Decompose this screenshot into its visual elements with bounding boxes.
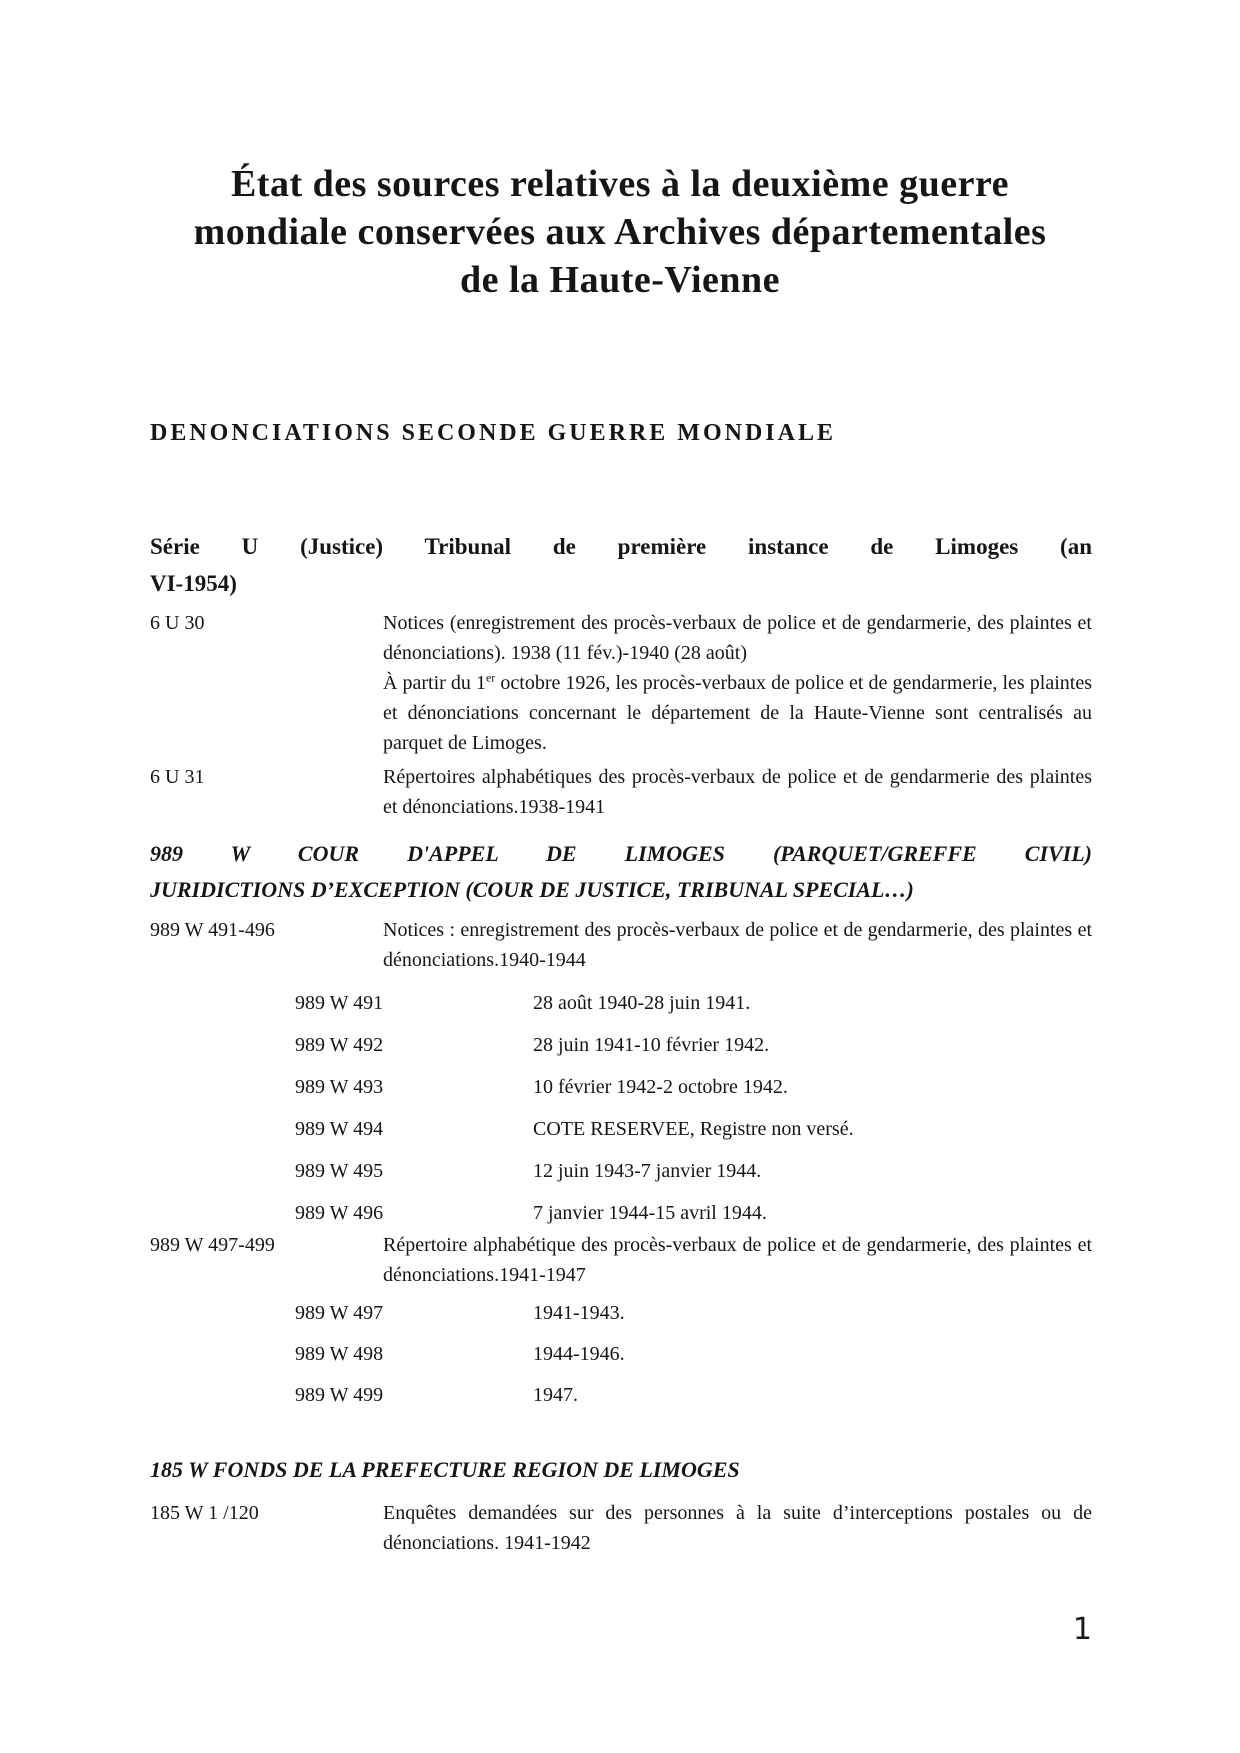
entry-description: Répertoires alphabétiques des procès-verbaux de police et de gendarmerie des plaintes et dénonciations.1938-1941	[383, 766, 1092, 818]
sub-entry-code: 989 W 497	[295, 1302, 384, 1324]
entry-989w-491-496	[150, 915, 1092, 975]
sub-entry-row	[295, 1198, 1092, 1228]
sub-entry-code: 989 W 498	[295, 1343, 384, 1365]
sub-entry-code: 989 W 495	[295, 1160, 384, 1182]
sub-entry-row	[295, 1072, 1092, 1102]
sub-entry-dates: 1944-1946.	[533, 1343, 625, 1365]
entry-description: Notices : enregistrement des procès-verbaux de police et de gendarmerie, des plaintes et dénonciations.1940-1944	[383, 919, 1092, 971]
entry-6u31	[150, 762, 1092, 822]
heading-989w-line-1: 989 W COUR D'APPEL DE LIMOGES (PARQUET/GREFFE CIVIL)	[150, 841, 1092, 866]
document-title-line-1: État des sources relatives à la deuxième guerre	[230, 163, 1010, 205]
sub-entry-row	[295, 988, 1092, 1018]
entry-description	[383, 608, 1092, 758]
sub-entry-code: 989 W 492	[295, 1034, 384, 1056]
heading-185w: 185 W FONDS DE LA PREFECTURE REGION DE LIMOGES	[150, 1457, 740, 1482]
sub-entry-list-notices	[295, 988, 1092, 1240]
entry-185w-1-120	[150, 1498, 1092, 1558]
sub-entry-code: 989 W 496	[295, 1202, 384, 1224]
entry-989w-497-499	[150, 1230, 1092, 1290]
sub-entry-dates: 7 janvier 1944-15 avril 1944.	[533, 1202, 767, 1224]
para-2-text-continued: octobre 1926, les procès-verbaux de police et de gendarmerie, les plaintes et dénonciations concernant le département de la Haute-Vienne sont centralisés au parquet de Limoges.	[383, 672, 1092, 754]
heading-serie-u-line-1: Série U (Justice) Tribunal de première instance de Limoges (an	[150, 534, 1092, 559]
entry-6u30	[150, 608, 1092, 758]
entry-description: Répertoire alphabétique des procès-verbaux de police et de gendarmerie, des plaintes et dénonciations.1941-1947	[383, 1234, 1092, 1286]
sub-entry-dates: 1941-1943.	[533, 1302, 625, 1324]
entry-code: 6 U 30	[150, 612, 205, 634]
sub-entry-dates: 1947.	[533, 1384, 578, 1406]
entry-description: Enquêtes demandées sur des personnes à la suite d’interceptions postales ou de dénonciations. 1941-1942	[383, 1502, 1092, 1554]
sub-entry-row	[295, 1114, 1092, 1144]
sub-entry-code: 989 W 491	[295, 992, 384, 1014]
sub-entry-dates: COTE RESERVEE, Registre non versé.	[533, 1118, 854, 1140]
sub-entry-code: 989 W 493	[295, 1076, 384, 1098]
document-title-line-2: mondiale conservées aux Archives départementales	[193, 211, 1047, 253]
sub-entry-row	[295, 1339, 1092, 1369]
para-2-text: À partir du 1	[383, 672, 486, 694]
sub-entry-list-repertoire	[295, 1298, 1092, 1421]
heading-989w-line-2: JURIDICTIONS D’EXCEPTION (COUR DE JUSTICE, TRIBUNAL SPECIAL…)	[150, 877, 914, 902]
sub-entry-dates: 28 août 1940-28 juin 1941.	[533, 992, 751, 1014]
sub-entry-row	[295, 1298, 1092, 1328]
sub-entry-code: 989 W 494	[295, 1118, 384, 1140]
entry-description-para-2	[383, 668, 1092, 758]
entry-code: 989 W 491-496	[150, 919, 275, 941]
heading-serie-u-line-2: VI-1954)	[150, 571, 237, 596]
entry-code: 185 W 1 /120	[150, 1502, 259, 1524]
document-title-line-3: de la Haute-Vienne	[459, 259, 780, 301]
ordinal-superscript: er	[485, 670, 496, 685]
document-title	[0, 160, 1240, 304]
sub-entry-row	[295, 1380, 1092, 1410]
heading-989w	[150, 836, 1092, 908]
entry-description-para-1: Notices (enregistrement des procès-verbaux de police et de gendarmerie, des plaintes et dénonciations). 1938 (11 fév.)-1940 (28 août)	[383, 612, 1092, 664]
sub-entry-dates: 10 février 1942-2 octobre 1942.	[533, 1076, 788, 1098]
sub-entry-row	[295, 1030, 1092, 1060]
entry-code: 6 U 31	[150, 766, 205, 788]
sub-entry-dates: 28 juin 1941-10 février 1942.	[533, 1034, 770, 1056]
main-section-header: DENONCIATIONS SECONDE GUERRE MONDIALE	[150, 420, 836, 446]
heading-serie-u	[150, 528, 1092, 602]
sub-entry-row	[295, 1156, 1092, 1186]
sub-entry-dates: 12 juin 1943-7 janvier 1944.	[533, 1160, 762, 1182]
entry-code: 989 W 497-499	[150, 1234, 275, 1256]
page-number: 1	[1072, 1612, 1092, 1647]
sub-entry-code: 989 W 499	[295, 1384, 384, 1406]
